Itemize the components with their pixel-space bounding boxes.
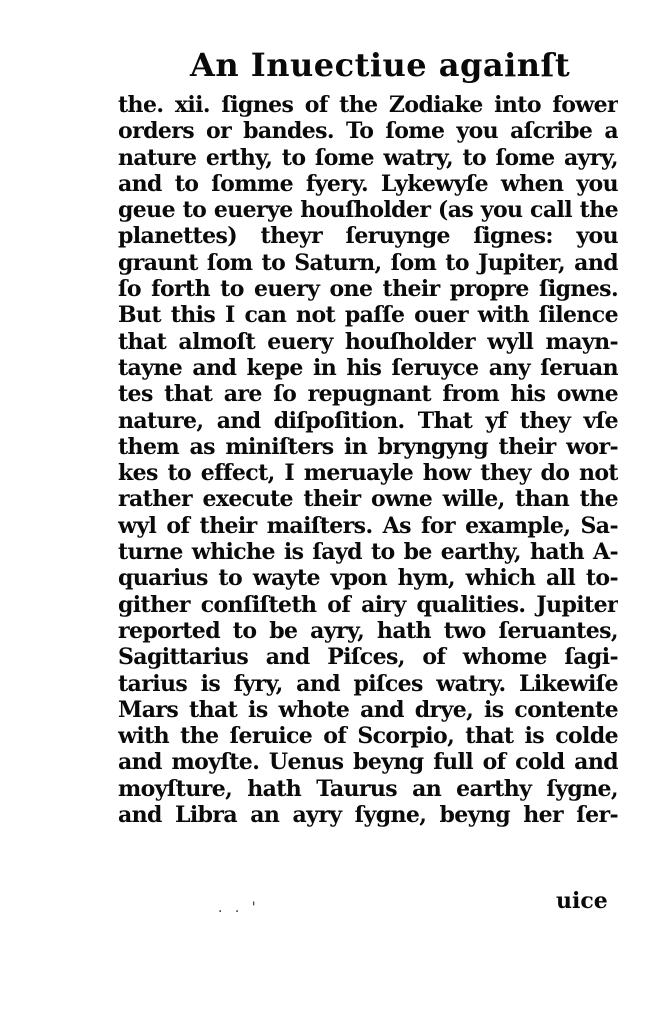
text-line: Mars that is whote and drye, is contente (118, 696, 618, 723)
text-line: with the ſeruice of Scorpio, that is colde (118, 723, 618, 750)
text-line: tarius is fyry, and piſces watry. Likewiſe (118, 670, 618, 697)
text-line: kes to effect, I meruayle how they do not (118, 460, 618, 487)
text-line: wyl of their maiſters. As for example, Sa- (118, 512, 618, 539)
text-line: tayne and kepe in his ſeruyce any ſeruan (118, 354, 618, 381)
text-line: graunt ſom to Saturn, ſom to Jupiter, and (118, 249, 618, 276)
text-line: and to ſomme fyery. Lykewyſe when you (118, 170, 618, 197)
text-line: tes that are ſo repugnant from his owne (118, 381, 618, 408)
text-line: moyſture, hath Taurus an earthy ſygne, (118, 775, 618, 802)
text-block (118, 92, 618, 828)
text-line: Sagittarius and Piſces, of whome ſagi- (118, 644, 618, 671)
text-line: that almoſt euery houſholder wyll mayn- (118, 328, 618, 355)
ink-specks: . . ' (218, 900, 260, 916)
text-line: nature erthy, to ſome watry, to ſome ayry, (118, 144, 618, 171)
text-line: But this I can not paſſe ouer with ſilence (118, 302, 618, 329)
text-line: nature, and diſpoſition. That yf they vſe (118, 407, 618, 434)
text-line: them as miniſters in bryngyng their wor- (118, 433, 618, 460)
running-head: An Inuectiue againſt (190, 46, 571, 84)
catchword: uice (556, 888, 608, 914)
text-line: reported to be ayry, hath two ſeruantes, (118, 617, 618, 644)
text-line: and Libra an ayry ſygne, beyng her ſer- (118, 802, 618, 829)
text-line: gither conſiſteth of airy qualities. Jupiter (118, 591, 618, 618)
text-line: turne whiche is ſayd to be earthy, hath A- (118, 539, 618, 566)
text-line: orders or bandes. To ſome you aſcribe a (118, 118, 618, 145)
text-line: planettes) theyr ſeruynge ſignes: you (118, 223, 618, 250)
text-line: quarius to wayte vpon hym, which all to- (118, 565, 618, 592)
text-line: geue to euerye houſholder (as you call the (118, 197, 618, 224)
text-line: the. xii. ſignes of the Zodiake into fower (118, 92, 618, 118)
text-line: and moyſte. Uenus beyng full of cold and (118, 749, 618, 776)
text-line: rather execute their owne wille, than the (118, 486, 618, 513)
text-line: ſo forth to euery one their propre ſignes. (118, 276, 618, 303)
